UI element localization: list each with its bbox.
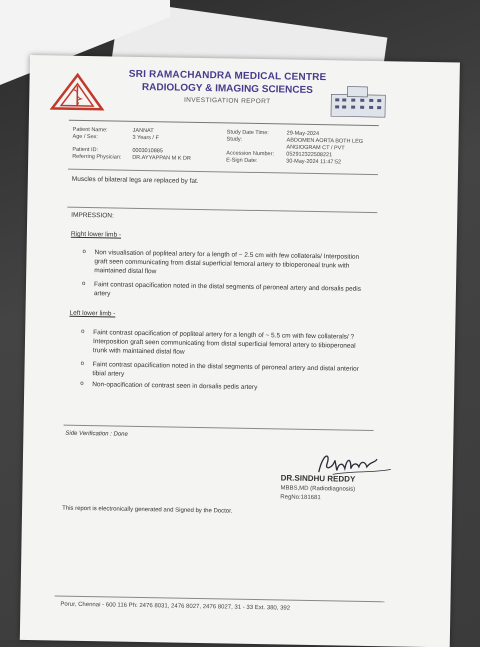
left-item-2-text: Faint contrast opacification noted in the distal segments of peroneal artery and distal anterior tibial artery bbox=[92, 361, 359, 378]
report-header bbox=[107, 68, 348, 106]
report-paper bbox=[20, 55, 460, 647]
electronic-note: This report is electronically generated and Signed by the Doctor. bbox=[62, 506, 233, 515]
esign-label: E-Sign Date: bbox=[226, 157, 286, 165]
study-date-label: Study Date Time: bbox=[227, 129, 287, 137]
patient-id-value: 0003010885 bbox=[132, 148, 163, 155]
physician-label: Referring Physician: bbox=[72, 154, 132, 162]
left-item-2 bbox=[92, 360, 364, 383]
patient-info bbox=[72, 127, 191, 163]
bullet-icon: o bbox=[81, 360, 85, 369]
findings-text: Muscles of bilateral legs are replaced by fat. bbox=[72, 176, 199, 185]
hospital-logo-icon bbox=[47, 71, 108, 112]
hospital-building-icon bbox=[329, 82, 388, 119]
left-limb-heading: Left lower limb - bbox=[69, 310, 115, 318]
study-value-1: ABDOMEN AORTA BOTH LEG bbox=[286, 137, 363, 144]
study-label: Study: bbox=[226, 136, 286, 144]
study-info bbox=[226, 129, 363, 166]
footer-divider bbox=[55, 596, 385, 603]
bullet-icon: o bbox=[82, 248, 86, 257]
left-item-1-text: Faint contrast opacification of popliteal artery for a length of ~ 5.5 cm with few collaterals/ ?Interposition graft seen communicating from distal superficial femoral artery to tibioperoneal trunk with maintained distal flow bbox=[93, 329, 356, 356]
doctor-degree: MBBS,MD (Radiodiagnosis) bbox=[280, 485, 355, 492]
accession-label: Accession Number: bbox=[226, 150, 286, 158]
bullet-icon: o bbox=[81, 328, 85, 337]
side-verification: Side Verification : Done bbox=[65, 431, 128, 438]
patient-name-value: JANNAT bbox=[133, 128, 154, 134]
hospital-name: SRI RAMACHANDRA MEDICAL CENTRE bbox=[108, 68, 348, 83]
right-limb-heading: Right lower limb - bbox=[71, 231, 121, 239]
age-label: Age / Sex: bbox=[73, 134, 133, 142]
right-item-1-text: Non visualisation of popliteal artery for a length of ~ 2.5 cm with few collaterals/ Interposition graft seen communicating from distal superficial femoral artery to tibioperoneal trunk with maintained distal flow bbox=[94, 249, 359, 275]
bullet-icon: o bbox=[82, 280, 86, 289]
accession-value: 052912322508221 bbox=[286, 151, 332, 158]
header-divider bbox=[69, 120, 379, 126]
esign-value: 30-May-2024 11:47:52 bbox=[286, 158, 341, 165]
patient-id-label: Patient ID: bbox=[72, 147, 132, 155]
doctor-reg-no: RegNo:181681 bbox=[280, 494, 320, 501]
right-item-2-text: Faint contrast opacification noted in the distal segments of peroneal artery and dorsalis pedis artery bbox=[94, 281, 361, 297]
report-type: INVESTIGATION REPORT bbox=[107, 95, 347, 106]
age-value: 3 Years / F bbox=[133, 135, 159, 141]
verification-divider bbox=[64, 425, 374, 431]
study-date-value: 29-May-2024 bbox=[287, 130, 320, 137]
right-item-2 bbox=[94, 280, 366, 303]
study-value-2: ANGIOGRAM CT / PVT bbox=[286, 144, 344, 151]
info-divider bbox=[68, 169, 378, 175]
patient-name-label: Patient Name: bbox=[73, 127, 133, 135]
physician-value: DR.AYYAPPAN M K DR bbox=[132, 155, 191, 162]
impression-heading: IMPRESSION: bbox=[71, 212, 114, 220]
left-item-1 bbox=[93, 328, 365, 360]
right-item-1 bbox=[94, 248, 366, 280]
doctor-name: DR.SINDHU REDDY bbox=[281, 473, 356, 483]
footer-address: Porur, Chennai - 600 116 Ph: 2476 8031, 2476 8027, 2476 8027, 31 - 33 Ext. 380, 392 bbox=[60, 602, 290, 612]
bullet-icon: o bbox=[80, 380, 84, 389]
department-name: RADIOLOGY & IMAGING SCIENCES bbox=[107, 81, 347, 96]
left-item-3-text: Non-opacification of contrast seen in dorsalis pedis artery bbox=[92, 381, 257, 391]
